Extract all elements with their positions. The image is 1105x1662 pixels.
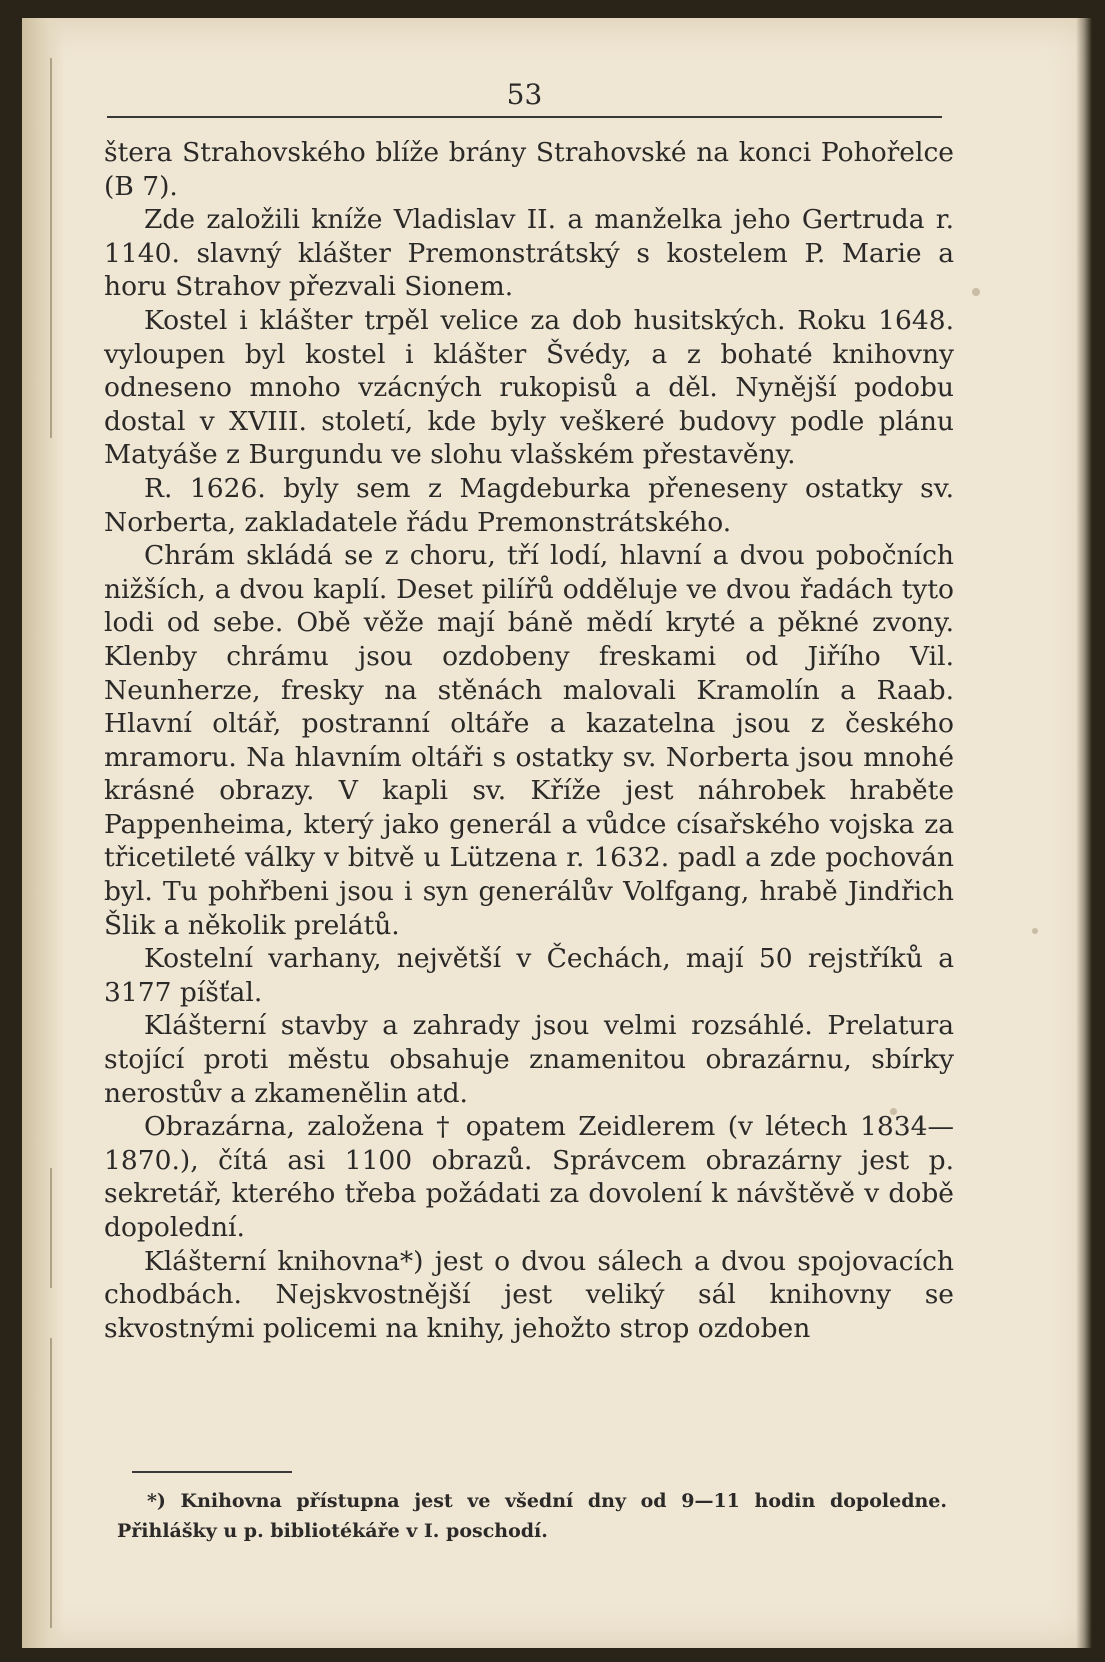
binding-line — [50, 1168, 52, 1288]
paper-speck — [1032, 928, 1038, 934]
paragraph: Zde založili kníže Vladislav II. a manželka jeho Gertruda r. 1140. slavný klášter Premonstrátský s kostelem P. Marie a horu Strahov přezvali Sionem. — [104, 204, 954, 303]
page-number: 53 — [506, 78, 543, 111]
page-right-edge — [1076, 18, 1092, 1648]
paragraph: Obrazárna, založena † opatem Zeidlerem (v létech 1834—1870.), čítá asi 1100 obrazů. Správcem obrazárny jest p. sekretář, kterého třeba požádati za dovolení k návštěvě v době dopolední. — [104, 1111, 954, 1243]
paragraph: štera Strahovského blíže brány Strahovské na konci Pohořelce (B 7). — [104, 137, 954, 202]
paragraph: Klášterní knihovna*) jest o dvou sálech a dvou spojovacích chodbách. Nejskvostnější jest veliký sál knihovny se skvostnými policemi na knihy, jehožto strop ozdoben — [104, 1245, 954, 1344]
paragraph: Kostel i klášter trpěl velice za dob husitských. Roku 1648. vyloupen byl kostel i klášter Švédy, a z bohaté knihovny odneseno mnoho vzácných rukopisů a děl. Nynější podobu dostal v XVIII. století, kde byly veškeré budovy podle plánu Matyáše z Burgundu ve slohu vlašském přestavěny. — [104, 304, 954, 471]
page-binding-edge — [22, 18, 64, 1648]
header-rule — [107, 116, 942, 118]
footnote-rule — [132, 1471, 292, 1473]
binding-line — [50, 1338, 52, 1628]
paragraph: R. 1626. byly sem z Magdeburka přeneseny ostatky sv. Norberta, zakladatele řádu Premonstrátského. — [104, 472, 954, 538]
footnote — [117, 1486, 947, 1546]
paragraph: Klášterní stavby a zahrady jsou velmi rozsáhlé. Prelatura stojící proti městu obsahuje znamenitou obrazárnu, sbírky nerostův a zkamenělin atd. — [104, 1010, 954, 1109]
book-page — [22, 18, 1092, 1648]
binding-line — [50, 58, 52, 438]
footnote-text: *) Knihovna přístupna jest ve všední dny od 9—11 hodin dopoledne. Přihlášky u p. bibliotékáře v I. poschodí. — [117, 1490, 947, 1542]
paragraph: Kostelní varhany, největší v Čechách, mají 50 rejstříků a 3177 píšťal. — [104, 943, 954, 1008]
paragraph: Chrám skládá se z choru, tří lodí, hlavní a dvou pobočních nižších, a dvou kaplí. Deset pilířů odděluje ve dvou řadách tyto lodi od sebe. Obě věže mají báně mědí kryté a pěkné zvony. Klenby chrámu jsou ozdobeny freskami od Jiřího Vil. Neunherze, fresky na stěnách malovali Kramolín a Raab. Hlavní oltář, postranní oltáře a kazatelna jsou z českého mramoru. Na hlavním oltáři s ostatky sv. Norberta jsou mnohé krásné obrazy. V kapli sv. Kříže jest náhrobek hraběte Pappenheima, který jako generál a vůdce císařského vojska za třicetileté války v bitvě u Lützena r. 1632. padl a zde pochován byl. Tu pohřbeni jsou i syn generálův Volfgang, hrabě Jindřich Šlik a několik prelátů. — [104, 540, 954, 941]
page-header — [107, 70, 942, 118]
paper-speck — [972, 288, 980, 296]
body-text — [104, 136, 954, 1345]
